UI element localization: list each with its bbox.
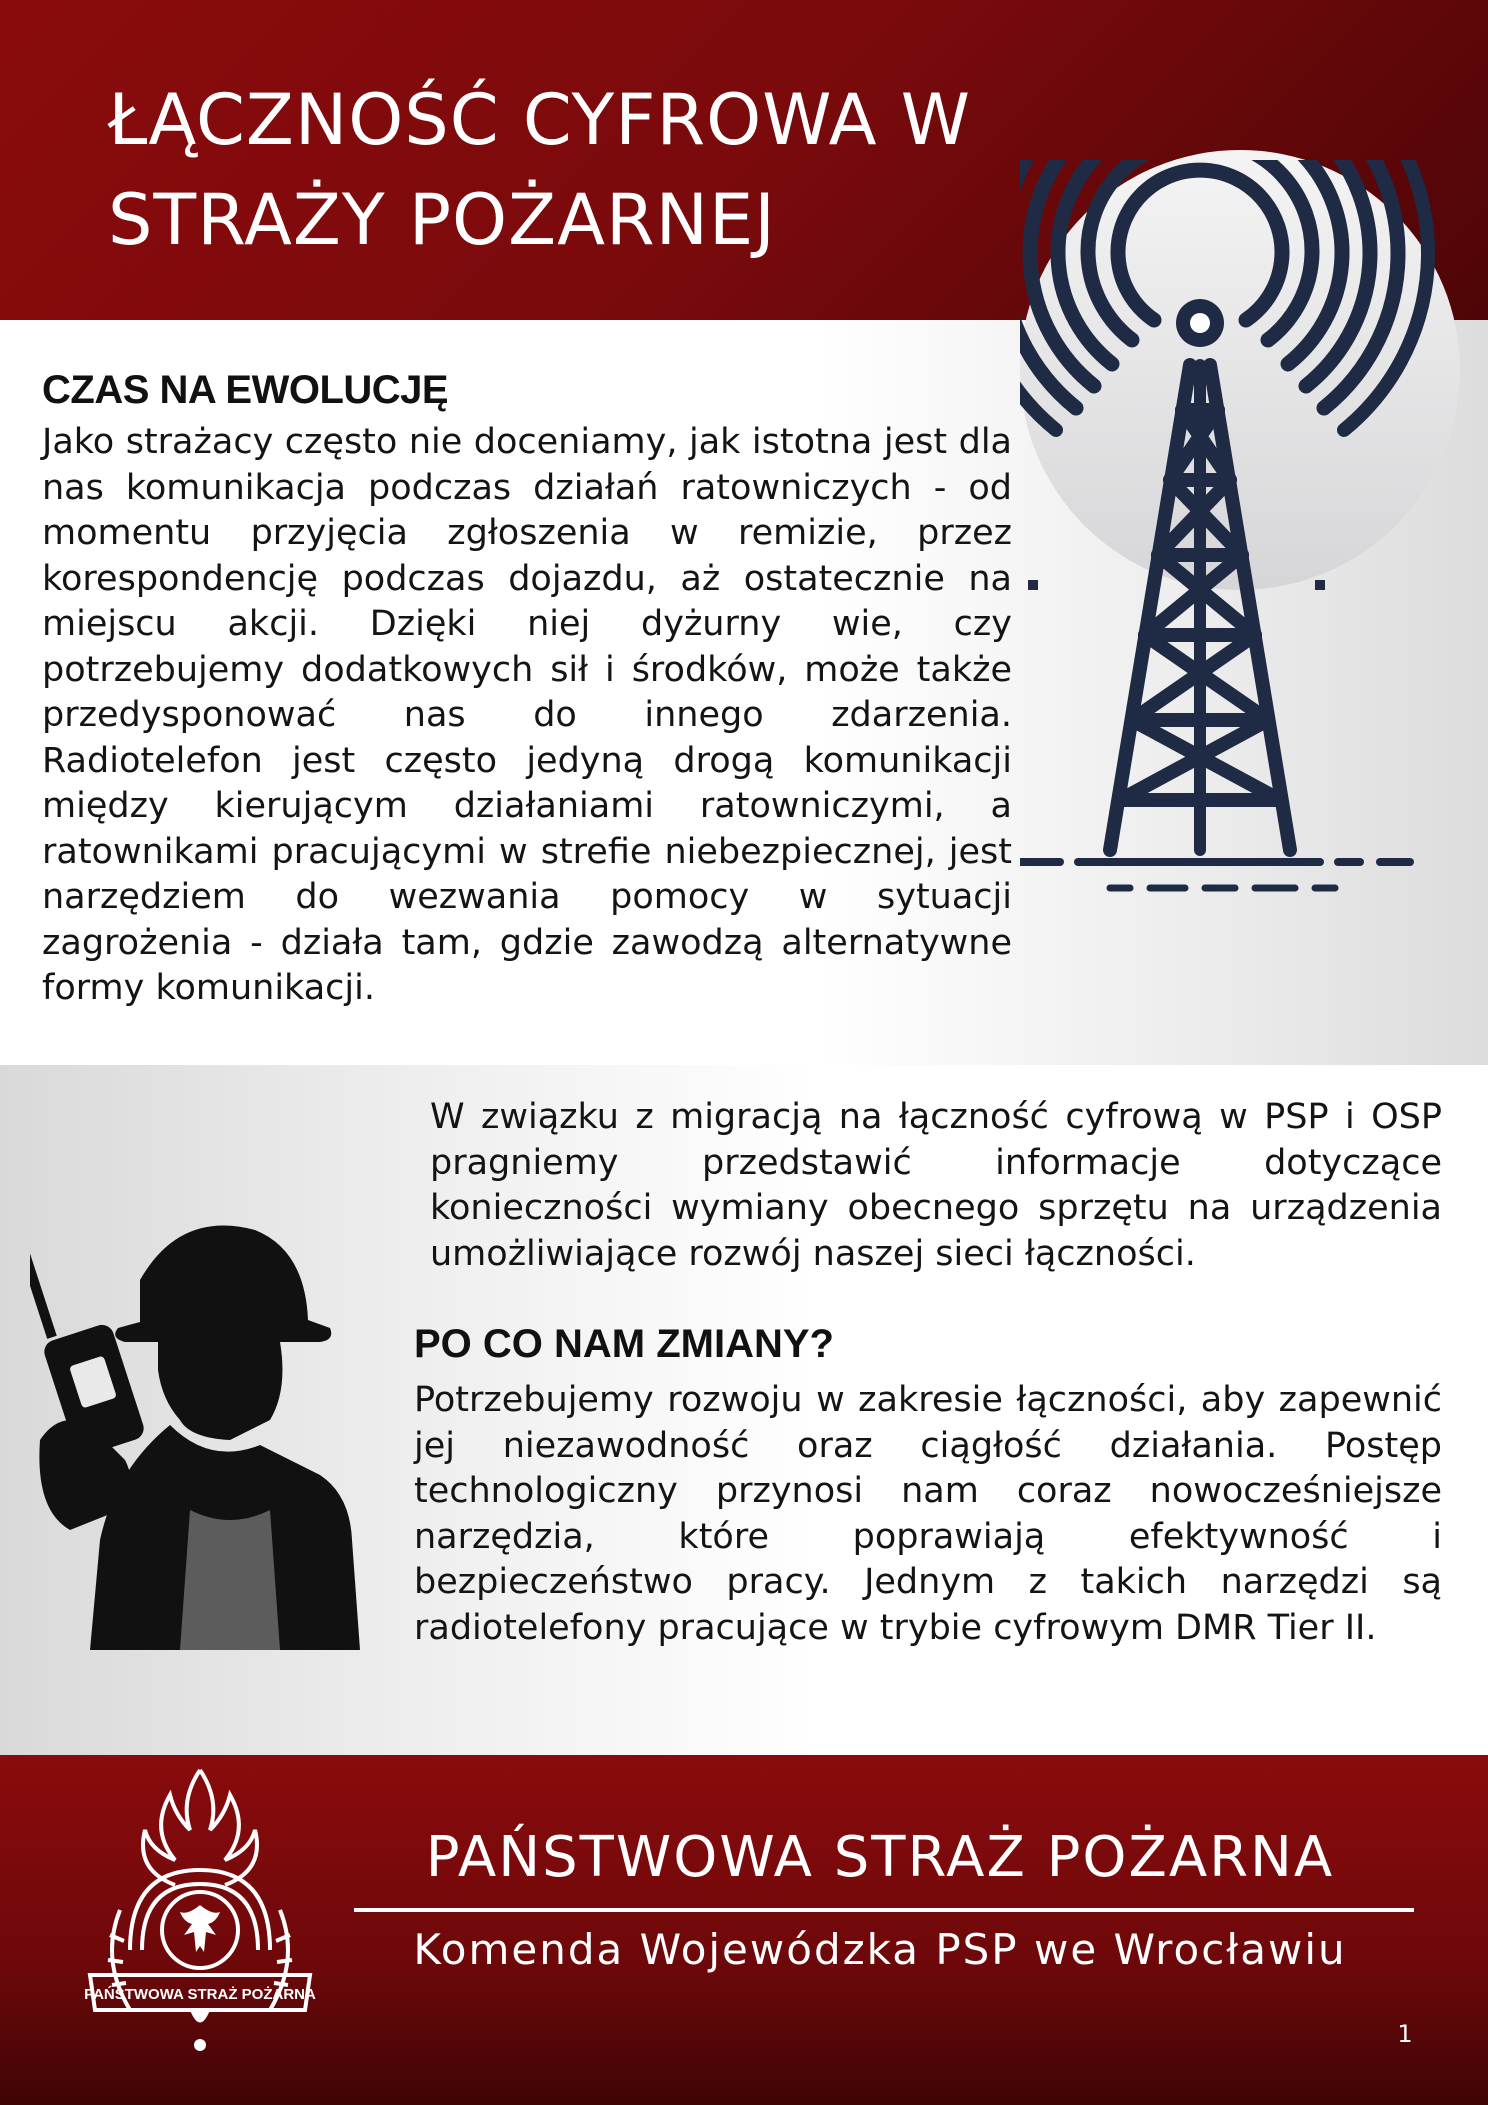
- section-changes-heading: PO CO NAM ZMIANY?: [414, 1322, 834, 1366]
- title-line-1: ŁĄCZNOŚĆ CYFROWA W: [108, 79, 971, 161]
- section-evolution-paragraph: Jako strażacy często nie doceniamy, jak istotna jest dla nas komunikacja podczas działań ratowniczych - od momentu przyjęcia zgłoszenia w remizie, przez korespondencję podczas dojazdu, aż ostatecznie na miejscu akcji. Dzięki niej dyżurny wie, czy potrzebujemy dodatkowych sił i środków, może także przedysponować nas do innego zdarzenia. Radiotelefon jest często jedyną drogą komunikacji między kierującym działaniami ratowniczymi, a ratownikami pracującymi w strefie niebezpiecznej, jest narzędziem do wezwania pomocy w sytuacji zagrożenia - działa tam, gdzie zawodzą alternatywne formy komunikacji.: [42, 422, 1012, 1008]
- firefighter-radio-icon: [30, 1210, 360, 1650]
- psp-emblem-logo: [80, 1760, 320, 2060]
- footer-divider: [354, 1908, 1414, 1912]
- emblem-text: PAŃSTWOWA STRAŻ POŻARNA: [84, 1986, 316, 2003]
- organization-unit: Komenda Wojewódzka PSP we Wrocławiu: [413, 1925, 1347, 1974]
- section-changes-intro: W związku z migracją na łączność cyfrową w PSP i OSP pragniemy przedstawić informacje dotyczące konieczności wymiany obecnego sprzętu na urządzenia umożliwiające rozwój naszej sieci łączności.: [430, 1097, 1442, 1274]
- title-line-2: STRAŻY POŻARNEJ: [108, 179, 776, 261]
- organization-name: PAŃSTWOWA STRAŻ POŻARNA: [425, 1825, 1335, 1890]
- page-title: [108, 70, 1108, 270]
- section-evolution-heading: CZAS NA EWOLUCJĘ: [42, 368, 449, 412]
- radio-tower-icon: [1020, 160, 1440, 920]
- section-changes-paragraph: Potrzebujemy rozwoju w zakresie łączności, aby zapewnić jej niezawodność oraz ciągłość działania. Postęp technologiczny przynosi nam coraz nowocześniejsze narzędzia, które poprawiają efektywność i bezpieczeństwo pracy. Jednym z takich narzędzi są radiotelefony pracujące w trybie cyfrowym DMR Tier II.: [414, 1380, 1442, 1648]
- page-number: 1: [1397, 2020, 1413, 2048]
